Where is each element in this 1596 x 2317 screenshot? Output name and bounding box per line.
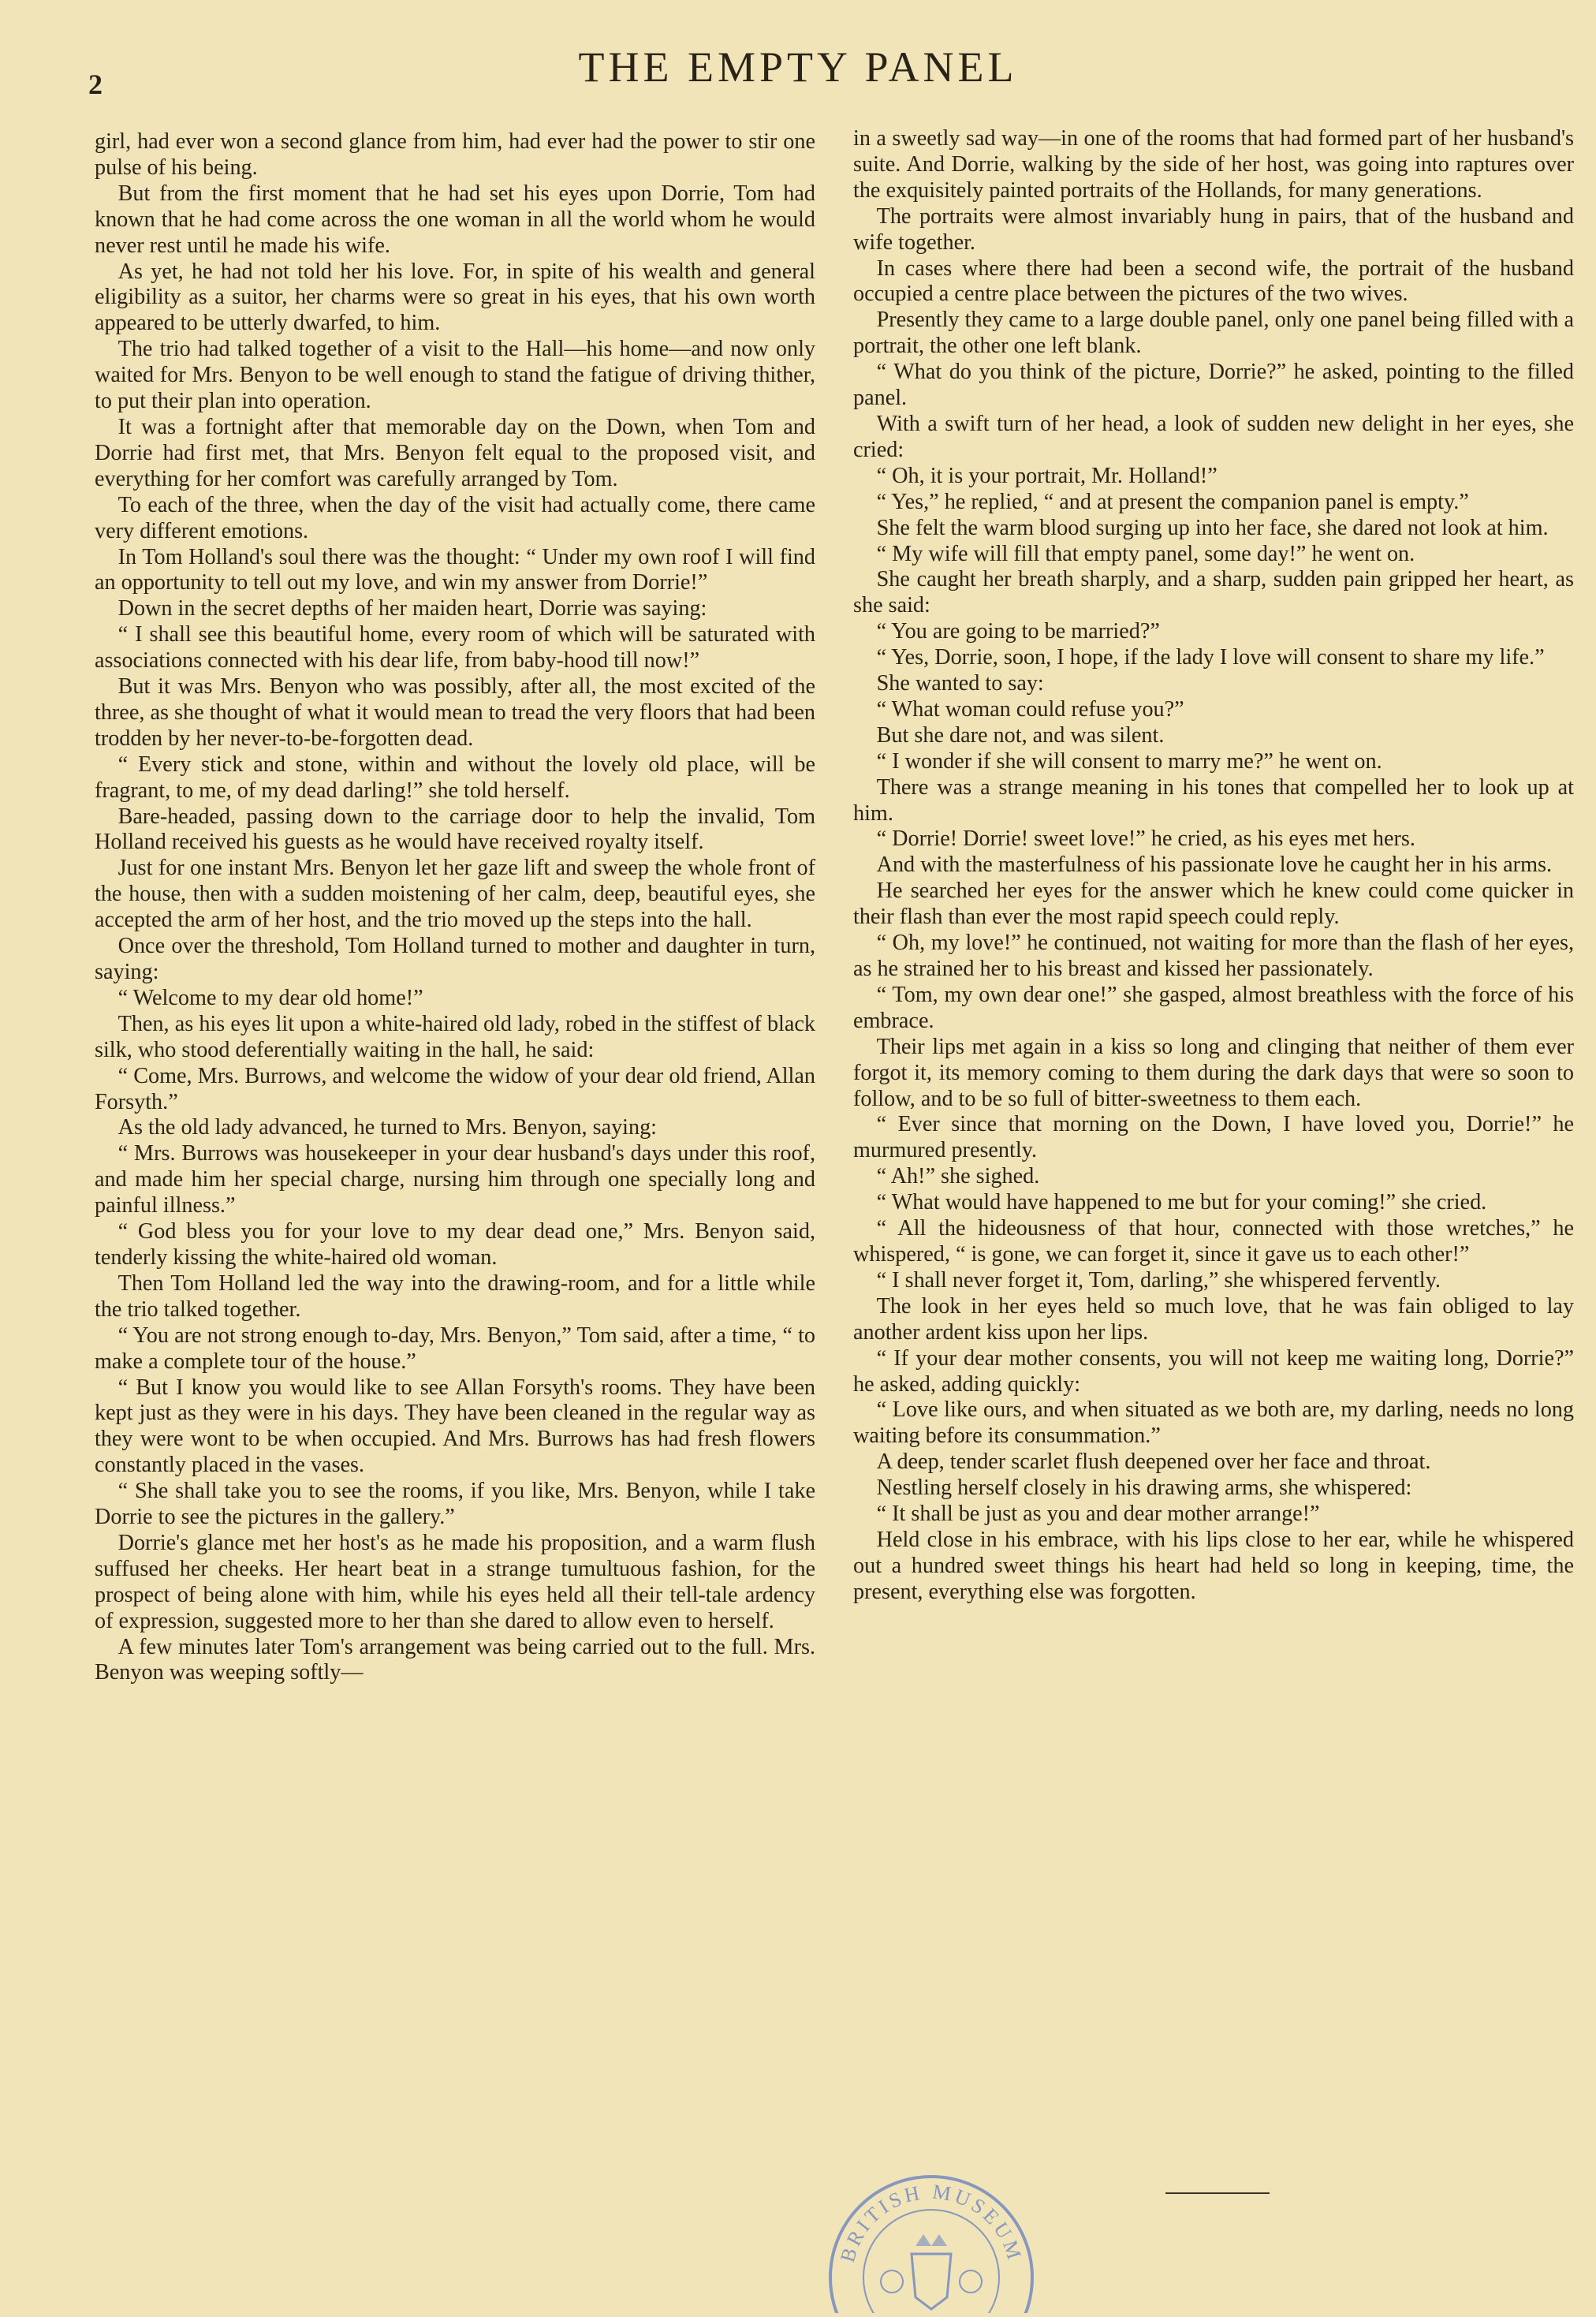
paragraph: “ Ever since that morning on the Down, I have loved you, Dorrie!” he murmured presently. bbox=[853, 1112, 1574, 1163]
paragraph: As yet, he had not told her his love. For, in spite of his wealth and general eligibility as a suitor, her charms were so great in his eyes, that his own worth appeared to be utterly dwarfed, to him. bbox=[95, 259, 815, 336]
page-number: 2 bbox=[88, 69, 103, 100]
paragraph: “ Yes, Dorrie, soon, I hope, if the lady I love will consent to share my life.” bbox=[876, 645, 1545, 670]
end-of-story-rule bbox=[1165, 2192, 1270, 2194]
paragraph: “ If your dear mother consents, you will not keep me waiting long, Dorrie?” he asked, adding quickly: bbox=[853, 1345, 1574, 1397]
paragraph: In cases where there had been a second wife, the portrait of the husband occupied a centre place between the pictures of the two wives. bbox=[853, 256, 1574, 307]
paragraph: Bare-headed, passing down to the carriage door to help the invalid, Tom Holland received his guests as he would have received royalty itself. bbox=[95, 804, 815, 855]
paragraph: It was a fortnight after that memorable day on the Down, when Tom and Dorrie had first met, that Mrs. Benyon felt equal to the proposed visit, and everything for her comfort was carefully arranged by Tom. bbox=[95, 414, 815, 491]
paragraph: A few minutes later Tom's arrangement was being carried out to the full. Mrs. Benyon was weeping softly— bbox=[95, 1634, 815, 1685]
paragraph: But from the first moment that he had set his eyes upon Dorrie, Tom had known that he had come across the one woman in all the world whom he would never rest until he made his wife. bbox=[95, 181, 815, 258]
paragraph: “ She shall take you to see the rooms, if you like, Mrs. Benyon, while I take Dorrie to see the pictures in the gallery.” bbox=[95, 1479, 815, 1530]
paragraph: “ What woman could refuse you?” bbox=[876, 696, 1184, 722]
paragraph: Then Tom Holland led the way into the drawing-room, and for a little while the trio talked together. bbox=[95, 1270, 815, 1322]
library-stamp bbox=[817, 2159, 1046, 2313]
paragraph: Their lips met again in a kiss so long and clinging that neither of them ever forgot it, its memory coming to them during the dark days that were so soon to follow, and to be so full of bitter-sweetness to them each. bbox=[853, 1034, 1574, 1111]
running-head-title: THE EMPTY PANEL bbox=[578, 43, 1018, 91]
paragraph: “ Welcome to my dear old home!” bbox=[117, 985, 423, 1010]
paragraph: Dorrie's glance met her host's as he made his proposition, and a warm flush suffused her cheeks. Her heart beat in a strange tumultuous fashion, for the prospect of being alone with him, while his eyes held all their tell-tale ardency of expression, suggested more to her than she dared to allow even to herself. bbox=[95, 1530, 815, 1633]
paragraph: “ You are going to be married?” bbox=[876, 619, 1160, 644]
paragraph: “ God bless you for your love to my dear dead one,” Mrs. Benyon said, tenderly kissing the white-haired old woman. bbox=[95, 1219, 815, 1270]
paragraph: But she dare not, and was silent. bbox=[876, 722, 1165, 748]
paragraph: “ Ah!” she sighed. bbox=[876, 1164, 1040, 1189]
paragraph: “ Dorrie! Dorrie! sweet love!” he cried, as his eyes met hers. bbox=[876, 826, 1415, 852]
paragraph: Once over the threshold, Tom Holland turned to mother and daughter in turn, saying: bbox=[95, 934, 815, 984]
paragraph: “ Come, Mrs. Burrows, and welcome the widow of your dear old friend, Allan Forsyth.” bbox=[95, 1063, 815, 1114]
paragraph: “ Every stick and stone, within and without the lovely old place, will be fragrant, to me, of my dead darling!” she told herself. bbox=[95, 752, 815, 803]
paragraph: girl, had ever won a second glance from him, had ever had the power to stir one pulse of his being. bbox=[95, 129, 815, 180]
left-column bbox=[95, 129, 815, 1686]
paragraph: The portraits were almost invariably hung in pairs, that of the husband and wife together. bbox=[853, 203, 1574, 255]
paragraph: Held close in his embrace, with his lips close to her ear, while he whispered out a hundred sweet things his heart had held so long in keeping, time, the present, everything else was forgotten. bbox=[853, 1527, 1574, 1604]
paragraph: She felt the warm blood surging up into her face, she dared not look at him. bbox=[876, 515, 1549, 540]
paragraph: Presently they came to a large double panel, only one panel being filled with a portrait, the other one left blank. bbox=[853, 308, 1574, 359]
paragraph: “ It shall be just as you and dear mother arrange!” bbox=[876, 1502, 1320, 1527]
paragraph: With a swift turn of her head, a look of sudden new delight in her eyes, she cried: bbox=[853, 411, 1574, 462]
paragraph: in a sweetly sad way—in one of the rooms that had formed part of her husband's suite. And Dorrie, walking by the side of her host, was going into raptures over the exquisitely painted portraits of the Hollands, for many generations. bbox=[853, 126, 1574, 203]
paragraph: He searched her eyes for the answer which he knew could come quicker in their flash than ever the most rapid speech could reply. bbox=[853, 879, 1574, 930]
paragraph: “ Tom, my own dear one!” she gasped, almost breathless with the force of his embrace. bbox=[853, 982, 1574, 1033]
paragraph: “ Oh, it is your portrait, Mr. Holland!” bbox=[876, 463, 1218, 488]
paragraph: “ Mrs. Burrows was housekeeper in your dear husband's days under this roof, and made him her special charge, nursing him through one specially long and painful illness.” bbox=[95, 1141, 815, 1218]
paragraph: To each of the three, when the day of the visit had actually come, there came very different emotions. bbox=[95, 492, 815, 543]
paragraph: A deep, tender scarlet flush deepened over her face and throat. bbox=[876, 1450, 1431, 1475]
paragraph: There was a strange meaning in his tones that compelled her to look up at him. bbox=[853, 774, 1574, 826]
paragraph: “ But I know you would like to see Allan Forsyth's rooms. They have been kept just as they were in his days. They have been cleaned in the regular way as they were wont to be when occupied. And Mrs. Burrows has had fresh flowers constantly placed in the vases. bbox=[95, 1375, 815, 1478]
paragraph: “ I shall see this beautiful home, every room of which will be saturated with associations connected with his dear life, from baby-hood till now!” bbox=[95, 622, 815, 673]
paragraph: “ My wife will fill that empty panel, some day!” he went on. bbox=[876, 541, 1415, 566]
paragraph: “ Yes,” he replied, “ and at present the companion panel is empty.” bbox=[876, 489, 1469, 514]
paragraph: The look in her eyes held so much love, that he was fain obliged to lay another ardent kiss upon her lips. bbox=[853, 1293, 1574, 1345]
stamp-text: BRITISH MUSEUM bbox=[835, 2180, 1027, 2265]
paragraph: “ All the hideousness of that hour, connected with those wretches,” he whispered, “ is gone, we can forget it, since it gave us to each other!” bbox=[853, 1216, 1574, 1267]
paragraph: She caught her breath sharply, and a sharp, sudden pain gripped her heart, as she said: bbox=[853, 567, 1574, 618]
paragraph: In Tom Holland's soul there was the thought: “ Under my own roof I will find an opportunity to tell out my love, and win my answer from Dorrie!” bbox=[95, 544, 815, 595]
paragraph: Then, as his eyes lit upon a white-haired old lady, robed in the stiffest of black silk, who stood deferentially waiting in the hall, he said: bbox=[95, 1011, 815, 1062]
paragraph: The trio had talked together of a visit to the Hall—his home—and now only waited for Mrs. Benyon to be well enough to stand the fatigue of driving thither, to put their plan into operation. bbox=[95, 337, 815, 414]
paragraph: “ Oh, my love!” he continued, not waiting for more than the flash of her eyes, as he strained her to his breast and kissed her passionately. bbox=[853, 931, 1574, 981]
paragraph: She wanted to say: bbox=[876, 671, 1044, 696]
paragraph: “ I shall never forget it, Tom, darling,” she whispered fervently. bbox=[876, 1267, 1441, 1293]
paragraph: Nestling herself closely in his drawing arms, she whispered: bbox=[876, 1476, 1412, 1501]
paragraph: “ I wonder if she will consent to marry me?” he went on. bbox=[876, 748, 1382, 774]
paragraph: Down in the secret depths of her maiden heart, Dorrie was saying: bbox=[117, 596, 707, 621]
paragraph: “ What do you think of the picture, Dorrie?” he asked, pointing to the filled panel. bbox=[853, 360, 1574, 411]
paragraph: And with the masterfulness of his passionate love he caught her in his arms. bbox=[876, 853, 1553, 878]
paragraph: But it was Mrs. Benyon who was possibly, after all, the most excited of the three, as she thought of what it would mean to tread the very floors that had been trodden by her never-to-be-forgotten dead. bbox=[95, 674, 815, 751]
paragraph: “ You are not strong enough to-day, Mrs. Benyon,” Tom said, after a time, “ to make a complete tour of the house.” bbox=[95, 1323, 815, 1374]
paragraph: Just for one instant Mrs. Benyon let her gaze lift and sweep the whole front of the house, then with a sudden moistening of her calm, deep, beautiful eyes, she accepted the arm of her host, and the trio moved up the steps into the hall. bbox=[95, 856, 815, 933]
paragraph: “ What would have happened to me but for your coming!” she cried. bbox=[876, 1190, 1487, 1215]
paragraph: “ Love like ours, and when situated as we both are, my darling, needs no long waiting before its consummation.” bbox=[853, 1397, 1574, 1449]
right-column bbox=[853, 126, 1574, 1606]
paragraph: As the old lady advanced, he turned to Mrs. Benyon, saying: bbox=[117, 1115, 658, 1140]
